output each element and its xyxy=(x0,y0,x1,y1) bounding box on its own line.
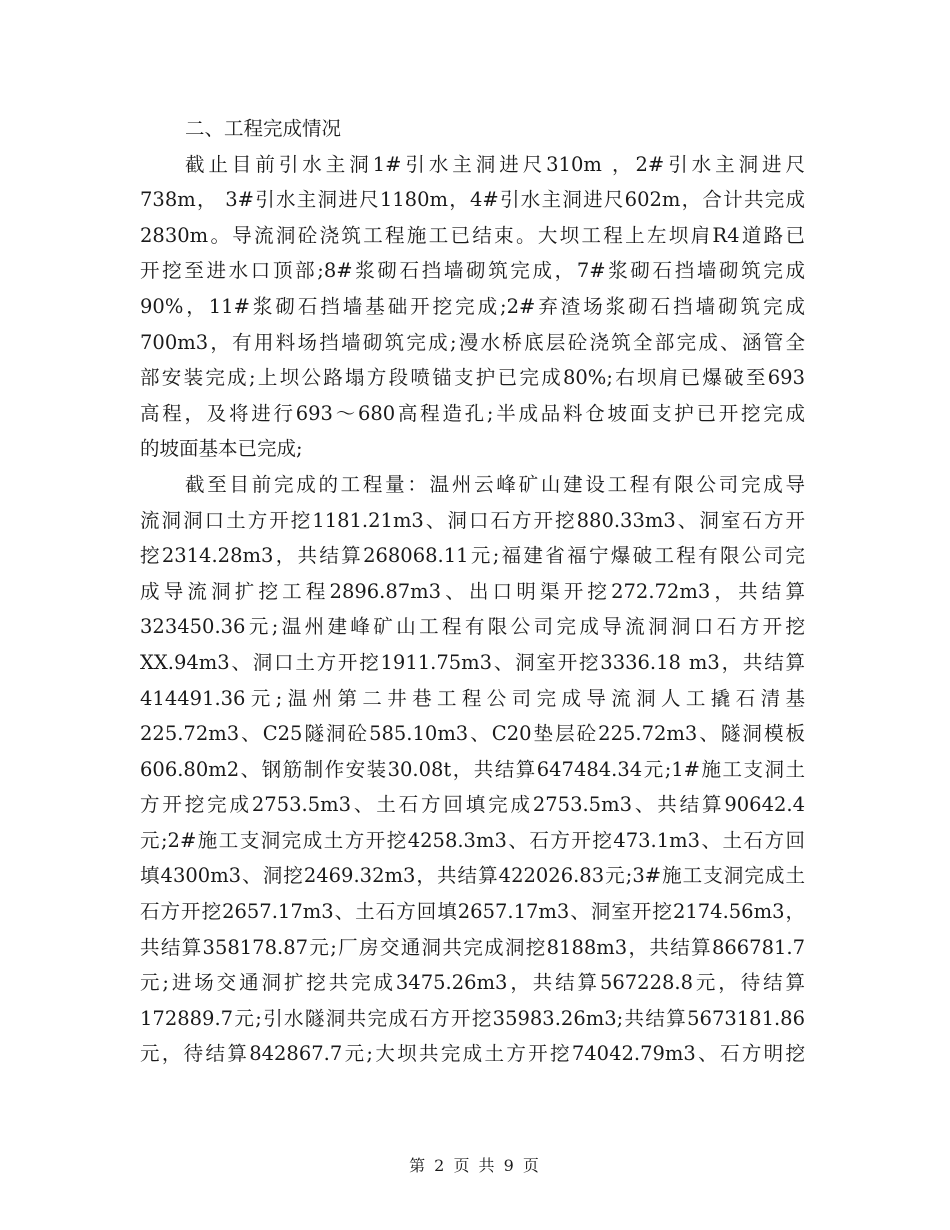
text-line: 225.72m3、C25隧洞砼585.10m3、C20垫层砼225.72m3、隧洞模板 xyxy=(140,722,805,746)
text-line: 2830m。导流洞砼浇筑工程施工已结束。大坝工程上左坝肩R4道路已 xyxy=(140,223,805,247)
text-line: 流洞洞口土方开挖1181.21m3、洞口石方开挖880.33m3、洞室石方开 xyxy=(140,508,805,532)
section-heading: 二、工程完成情况 xyxy=(185,117,342,140)
text-line: 90%，11#浆砌石挡墙基础开挖完成;2#弃渣场浆砌石挡墙砌筑完成 xyxy=(140,294,805,318)
text-line: 414491.36元;温州第二井巷工程公司完成导流洞人工撬石清基 xyxy=(140,686,805,710)
text-line: 元，待结算842867.7元;大坝共完成土方开挖74042.79m3、石方明挖 xyxy=(140,1042,805,1066)
text-line: 部安装完成;上坝公路塌方段喷锚支护已完成80%;右坝肩已爆破至693 xyxy=(140,366,805,390)
text-line: 截止目前引水主洞1#引水主洞进尺310m ，2#引水主洞进尺 xyxy=(185,152,805,176)
text-line: 挖2314.28m3，共结算268068.11元;福建省福宁爆破工程有限公司完 xyxy=(140,544,805,568)
text-line: 700m3，有用料场挡墙砌筑完成;漫水桥底层砼浇筑全部完成、涵管全 xyxy=(140,330,805,354)
text-line: 截至目前完成的工程量：温州云峰矿山建设工程有限公司完成导 xyxy=(185,472,805,496)
text-line: 开挖至进水口顶部;8#浆砌石挡墙砌筑完成，7#浆砌石挡墙砌筑完成 xyxy=(140,259,805,283)
document-body xyxy=(140,111,805,1072)
text-line: 石方开挖2657.17m3、土石方回填2657.17m3、洞室开挖2174.56m3， xyxy=(140,900,805,924)
text-line: 738m， 3#引水主洞进尺1180m，4#引水主洞进尺602m，合计共完成 xyxy=(140,188,805,212)
text-line: XX.94m3、洞口土方开挖1911.75m3、洞室开挖3336.18 m3，共结算 xyxy=(140,650,805,674)
text-line: 成导流洞扩挖工程2896.87m3、出口明渠开挖272.72m3，共结算 xyxy=(140,579,805,603)
paragraph-progress xyxy=(140,147,805,467)
text-line: 172889.7元;引水隧洞共完成石方开挖35983.26m3;共结算5673181.86 xyxy=(140,1006,805,1030)
text-line: 填4300m3、洞挖2469.32m3，共结算422026.83元;3#施工支洞完成土 xyxy=(140,864,805,888)
text-line: 方开挖完成2753.5m3、土石方回填完成2753.5m3、共结算90642.4 xyxy=(140,793,805,817)
text-line: 元;2#施工支洞完成土方开挖4258.3m3、石方开挖473.1m3、土石方回 xyxy=(140,828,805,852)
text-line: 的坡面基本已完成; xyxy=(140,437,303,461)
paragraph-quantities xyxy=(140,467,805,1072)
text-line: 元;进场交通洞扩挖共完成3475.26m3，共结算567228.8元，待结算 xyxy=(140,971,805,995)
text-line: 共结算358178.87元;厂房交通洞共完成洞挖8188m3，共结算866781.7 xyxy=(140,935,805,959)
text-line: 高程，及将进行693～680高程造孔;半成品料仓坡面支护已开挖完成 xyxy=(140,401,805,425)
text-line: 323450.36元;温州建峰矿山工程有限公司完成导流洞洞口石方开挖 xyxy=(140,615,805,639)
text-line: 606.80m2、钢筋制作安装30.08t，共结算647484.34元;1#施工支洞土 xyxy=(140,757,805,781)
page-number-footer: 第 2 页 共 9 页 xyxy=(409,1156,541,1175)
